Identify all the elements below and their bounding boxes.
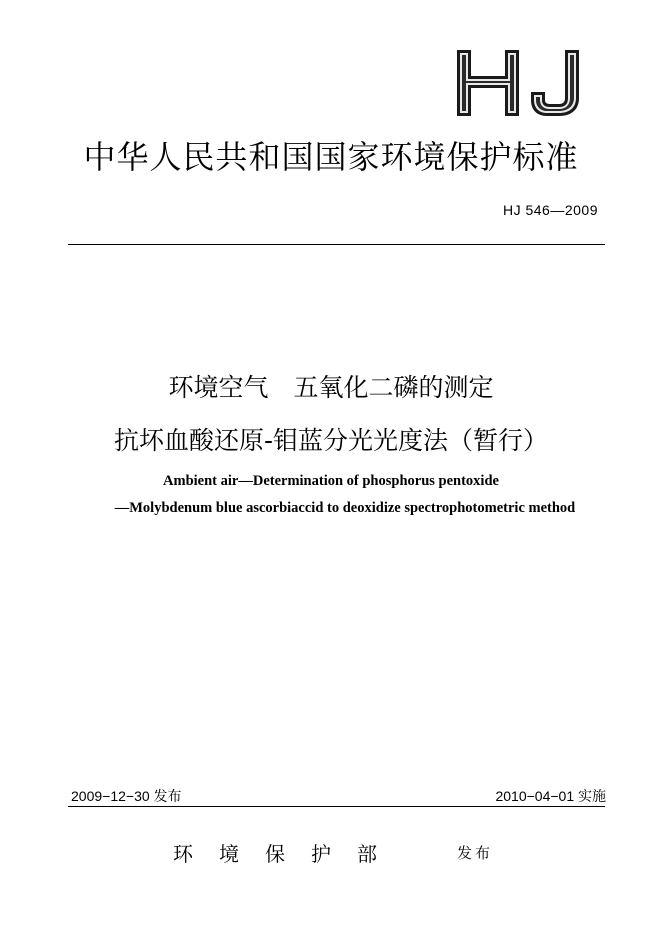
logo-letter-j: [531, 50, 579, 116]
chinese-title-line-2: 抗坏血酸还原-钼蓝分光光度法（暂行）: [113, 426, 549, 455]
issue-date: 2009−12−30 发布: [71, 788, 182, 804]
hj-logo-graphic: [455, 48, 590, 118]
chinese-title-line-1: 环境空气 五氧化二磷的测定: [168, 373, 494, 402]
english-title-line-2: —Molybdenum blue ascorbiaccid to deoxidize spectrophotometric method: [114, 500, 576, 516]
top-divider: [68, 244, 605, 245]
org-standard-title: 中华人民共和国国家环境保护标准: [83, 138, 579, 176]
bottom-divider: [68, 806, 605, 807]
logo-letter-h: [457, 50, 519, 116]
standard-number: HJ 546—2009: [502, 202, 598, 218]
publisher-name: 环境保护部: [173, 842, 403, 866]
effective-date: 2010−04−01 实施: [495, 788, 606, 804]
publisher-suffix: 发布: [457, 844, 494, 862]
english-title-line-1: Ambient air—Determination of phosphorus pentoxide: [163, 473, 499, 489]
hj-logo: [455, 48, 590, 118]
